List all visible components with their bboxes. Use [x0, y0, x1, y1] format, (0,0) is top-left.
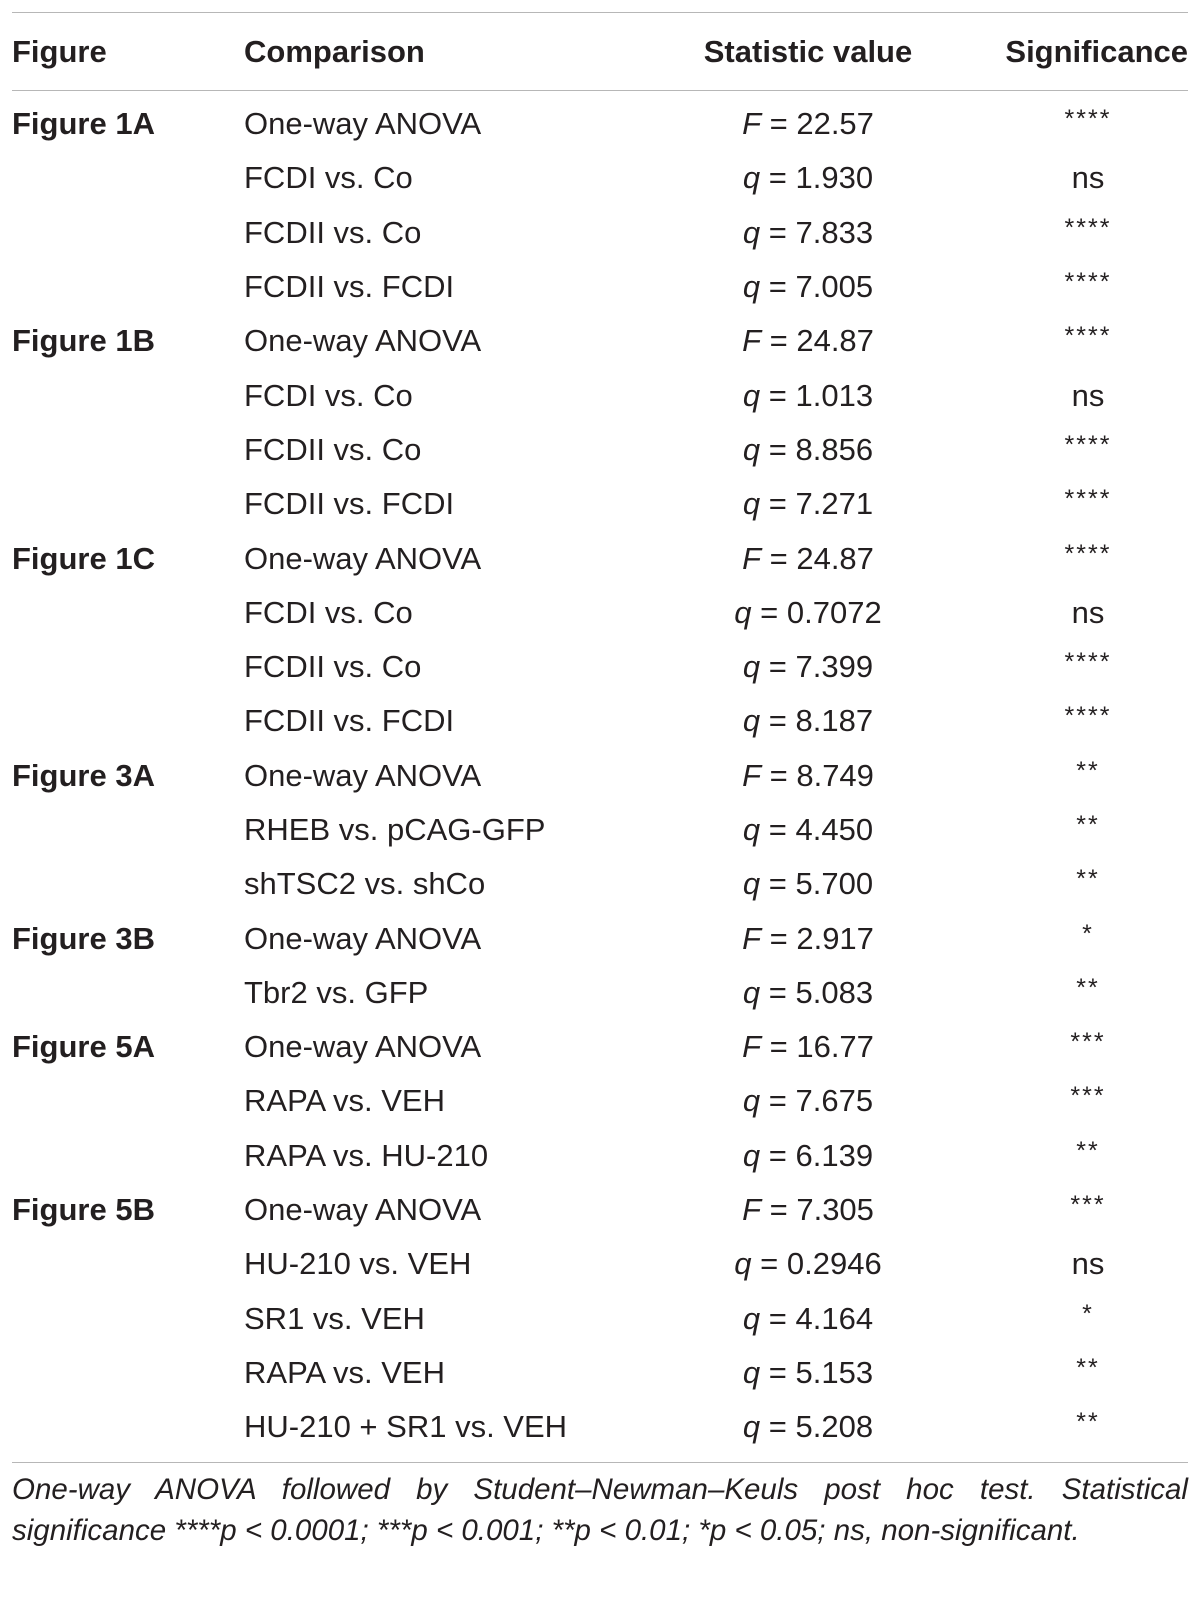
statistic-number: = 7.305: [769, 1192, 874, 1228]
comparison-cell: FCDII vs. FCDI: [244, 703, 455, 739]
statistic-symbol: F: [742, 323, 761, 359]
statistic-symbol: q: [742, 1409, 761, 1445]
significance-marker: **: [1076, 1353, 1100, 1382]
significance-cell: [960, 1074, 1188, 1128]
table-row: [12, 206, 1188, 260]
comparison-cell: RHEB vs. pCAG-GFP: [244, 812, 546, 847]
statistic-symbol: q: [734, 594, 752, 630]
statistic-number: = 4.450: [768, 812, 874, 847]
bottom-rule: [12, 1462, 1188, 1463]
significance-cell: [960, 1129, 1188, 1183]
statistic-value-cell: [634, 423, 960, 477]
significance-marker: **: [1076, 865, 1100, 894]
statistic-number: = 7.833: [768, 214, 874, 250]
statistic-value-cell: [634, 1074, 960, 1128]
figure-cell: [12, 260, 244, 314]
significance-marker: ****: [1064, 322, 1112, 351]
significance-marker: *: [1082, 919, 1094, 948]
figure-cell: [12, 1400, 244, 1454]
statistic-value-cell: [634, 260, 960, 314]
statistic-value-cell: [634, 477, 960, 531]
significance-cell: [960, 314, 1188, 368]
table-row: [12, 1292, 1188, 1346]
figure-cell: [12, 586, 244, 640]
statistic-value-cell: [634, 1346, 960, 1400]
significance-marker: ***: [1070, 1028, 1106, 1057]
significance-cell: [960, 1400, 1188, 1454]
significance-marker: ****: [1064, 268, 1112, 297]
statistic-value-cell: [634, 1129, 960, 1183]
significance-marker: **: [1076, 811, 1100, 839]
table-row: [12, 911, 1188, 965]
statistic-number: = 7.399: [768, 649, 874, 685]
significance-cell: [960, 260, 1188, 314]
significance-marker: ****: [1064, 213, 1112, 242]
statistic-symbol: q: [742, 269, 761, 305]
significance-cell: [960, 91, 1188, 152]
figure-cell: [12, 1237, 244, 1291]
table-body: [12, 91, 1188, 1455]
significance-marker: ****: [1064, 702, 1112, 731]
statistic-symbol: q: [742, 649, 761, 685]
statistic-symbol: q: [734, 1246, 752, 1282]
table-row: [12, 1020, 1188, 1074]
statistic-value-cell: [634, 749, 960, 803]
figure-cell: [12, 803, 244, 857]
significance-cell: [960, 423, 1188, 477]
table-row: [12, 803, 1188, 857]
statistic-value-cell: [634, 586, 960, 640]
header-statistic-value: Statistic value: [703, 33, 913, 69]
header-comparison: Comparison: [244, 33, 425, 69]
figure-cell: [12, 694, 244, 748]
significance-cell: [960, 1020, 1188, 1074]
comparison-cell: Tbr2 vs. GFP: [244, 974, 429, 1010]
statistic-symbol: q: [742, 812, 761, 847]
significance-cell: [960, 640, 1188, 694]
significance-cell: [960, 803, 1188, 857]
statistic-symbol: q: [742, 1354, 761, 1390]
comparison-cell: FCDI vs. Co: [244, 377, 413, 413]
comparison-cell: One-way ANOVA: [244, 757, 482, 793]
statistic-number: = 0.7072: [760, 594, 882, 630]
statistic-symbol: q: [742, 431, 761, 467]
statistic-symbol: q: [742, 1137, 761, 1173]
comparison-cell: FCDII vs. Co: [244, 649, 422, 685]
figure-cell: [12, 477, 244, 531]
comparison-cell: One-way ANOVA: [244, 920, 482, 956]
significance-cell: [960, 206, 1188, 260]
table-row: [12, 151, 1188, 205]
statistic-value-cell: [634, 1183, 960, 1237]
comparison-cell: RAPA vs. VEH: [244, 1354, 445, 1390]
figure-cell: [12, 1074, 244, 1128]
statistic-number: = 0.2946: [760, 1246, 882, 1282]
figure-cell: [12, 151, 244, 205]
figure-cell: [12, 640, 244, 694]
significance-marker: ***: [1070, 1191, 1106, 1220]
comparison-cell: shTSC2 vs. shCo: [244, 866, 486, 902]
figure-cell: [12, 368, 244, 422]
statistic-number: = 22.57: [769, 106, 874, 142]
comparison-cell: FCDII vs. FCDI: [244, 486, 455, 522]
significance-marker: ****: [1064, 539, 1112, 568]
comparison-cell: FCDII vs. Co: [244, 431, 422, 467]
statistic-value-cell: [634, 1237, 960, 1291]
significance-cell: [960, 1183, 1188, 1237]
figure-cell: Figure 5A: [12, 1029, 155, 1065]
statistic-value-cell: [634, 1292, 960, 1346]
statistic-symbol: q: [742, 377, 761, 413]
significance-marker: ****: [1064, 485, 1112, 514]
statistic-number: = 24.87: [769, 323, 874, 359]
comparison-cell: FCDI vs. Co: [244, 160, 413, 196]
table-row: [12, 586, 1188, 640]
significance-marker: ns: [1071, 594, 1105, 630]
statistic-value-cell: [634, 368, 960, 422]
comparison-cell: HU-210 + SR1 vs. VEH: [244, 1409, 568, 1445]
statistic-symbol: F: [742, 920, 761, 956]
comparison-cell: RAPA vs. HU-210: [244, 1137, 489, 1173]
statistic-symbol: q: [742, 1083, 761, 1119]
statistic-symbol: q: [742, 214, 761, 250]
statistic-number: = 8.749: [769, 757, 874, 793]
significance-cell: [960, 531, 1188, 585]
table-row: [12, 1129, 1188, 1183]
statistic-symbol: q: [742, 703, 761, 739]
significance-marker: **: [1076, 1408, 1100, 1437]
statistic-value-cell: [634, 314, 960, 368]
table-footnote: One-way ANOVA followed by Student–Newman–Keuls post hoc test. Statistical significance ****p < 0.0001; ***p < 0.001; **p < 0.01; *p < 0.05; ns, non-significant.: [12, 1473, 1188, 1548]
significance-cell: [960, 966, 1188, 1020]
figure-cell: [12, 206, 244, 260]
table-row: [12, 1346, 1188, 1400]
significance-cell: [960, 694, 1188, 748]
significance-cell: [960, 477, 1188, 531]
table-row: [12, 1074, 1188, 1128]
statistic-value-cell: [634, 857, 960, 911]
significance-cell: [960, 1237, 1188, 1291]
statistic-value-cell: [634, 911, 960, 965]
table-row: [12, 368, 1188, 422]
significance-cell: [960, 586, 1188, 640]
table-container: [12, 12, 1188, 1551]
statistic-symbol: q: [742, 486, 761, 522]
significance-marker: ns: [1071, 160, 1105, 196]
significance-marker: ***: [1070, 1082, 1106, 1111]
statistic-number: = 8.856: [768, 431, 874, 467]
comparison-cell: RAPA vs. VEH: [244, 1083, 445, 1119]
statistic-number: = 8.187: [768, 703, 874, 739]
statistic-value-cell: [634, 531, 960, 585]
statistic-symbol: F: [742, 540, 761, 576]
statistic-number: = 24.87: [769, 540, 874, 576]
statistic-number: = 7.271: [768, 486, 874, 522]
figure-cell: [12, 1346, 244, 1400]
figure-cell: [12, 1129, 244, 1183]
significance-marker: ****: [1064, 105, 1112, 134]
statistic-number: = 16.77: [769, 1029, 874, 1065]
statistic-number: = 7.675: [768, 1083, 874, 1119]
statistic-number: = 5.700: [768, 866, 874, 902]
table-row: [12, 260, 1188, 314]
statistic-value-cell: [634, 694, 960, 748]
statistic-value-cell: [634, 206, 960, 260]
significance-marker: **: [1076, 1136, 1100, 1165]
table-row: [12, 694, 1188, 748]
statistic-symbol: F: [742, 1192, 761, 1228]
comparison-cell: One-way ANOVA: [244, 323, 482, 359]
statistic-number: = 6.139: [768, 1137, 874, 1173]
significance-cell: [960, 911, 1188, 965]
statistic-symbol: q: [742, 1300, 761, 1336]
significance-marker: ns: [1071, 1246, 1105, 1282]
figure-cell: [12, 1292, 244, 1346]
significance-cell: [960, 1292, 1188, 1346]
figure-cell: [12, 857, 244, 911]
table-row: [12, 314, 1188, 368]
statistic-number: = 1.013: [768, 377, 874, 413]
statistic-number: = 2.917: [769, 920, 874, 956]
significance-cell: [960, 151, 1188, 205]
figure-cell: Figure 3A: [12, 757, 155, 793]
table-row: [12, 531, 1188, 585]
statistic-symbol: q: [742, 160, 761, 196]
statistic-value-cell: [634, 151, 960, 205]
table-row: [12, 966, 1188, 1020]
significance-marker: ****: [1064, 648, 1112, 677]
significance-cell: [960, 368, 1188, 422]
statistic-value-cell: [634, 966, 960, 1020]
statistic-number: = 5.208: [768, 1409, 874, 1445]
figure-cell: Figure 1B: [12, 323, 155, 359]
statistic-value-cell: [634, 803, 960, 857]
significance-marker: *: [1082, 1299, 1094, 1328]
header-figure: Figure: [12, 33, 107, 69]
significance-cell: [960, 1346, 1188, 1400]
table-row: [12, 857, 1188, 911]
comparison-cell: FCDII vs. Co: [244, 214, 422, 250]
table-row: [12, 1400, 1188, 1454]
comparison-cell: One-way ANOVA: [244, 1192, 482, 1228]
statistic-symbol: q: [742, 974, 761, 1010]
comparison-cell: SR1 vs. VEH: [244, 1300, 425, 1336]
significance-marker: **: [1076, 973, 1100, 1002]
statistic-value-cell: [634, 1020, 960, 1074]
figure-cell: Figure 5B: [12, 1192, 155, 1228]
table-row: [12, 1237, 1188, 1291]
figure-cell: Figure 3B: [12, 920, 155, 956]
statistic-symbol: F: [742, 757, 761, 793]
statistic-symbol: F: [742, 106, 761, 142]
significance-marker: ns: [1071, 377, 1105, 413]
statistic-value-cell: [634, 91, 960, 152]
significance-marker: ****: [1064, 430, 1112, 459]
significance-cell: [960, 857, 1188, 911]
table-row: [12, 423, 1188, 477]
comparison-cell: One-way ANOVA: [244, 540, 482, 576]
figure-cell: Figure 1C: [12, 540, 155, 576]
significance-marker: **: [1076, 756, 1100, 785]
comparison-cell: FCDI vs. Co: [244, 594, 413, 630]
statistic-number: = 4.164: [768, 1300, 874, 1336]
header-significance: Significance: [1005, 33, 1188, 69]
statistic-symbol: q: [742, 866, 761, 902]
table-row: [12, 477, 1188, 531]
statistic-value-cell: [634, 640, 960, 694]
table-row: [12, 1183, 1188, 1237]
statistic-number: = 7.005: [768, 269, 874, 305]
figure-cell: [12, 966, 244, 1020]
comparison-cell: FCDII vs. FCDI: [244, 269, 455, 305]
comparison-cell: One-way ANOVA: [244, 1029, 482, 1065]
statistic-symbol: F: [742, 1029, 761, 1065]
table-row: [12, 749, 1188, 803]
figure-cell: [12, 423, 244, 477]
statistic-number: = 5.083: [768, 974, 874, 1010]
table-row: [12, 91, 1188, 152]
statistics-table: [12, 13, 1188, 1454]
comparison-cell: One-way ANOVA: [244, 106, 482, 142]
statistic-value-cell: [634, 1400, 960, 1454]
table-row: [12, 640, 1188, 694]
statistic-number: = 1.930: [768, 160, 874, 196]
significance-cell: [960, 749, 1188, 803]
figure-cell: Figure 1A: [12, 106, 155, 142]
statistic-number: = 5.153: [768, 1354, 874, 1390]
comparison-cell: HU-210 vs. VEH: [244, 1246, 472, 1282]
table-header: [12, 13, 1188, 91]
